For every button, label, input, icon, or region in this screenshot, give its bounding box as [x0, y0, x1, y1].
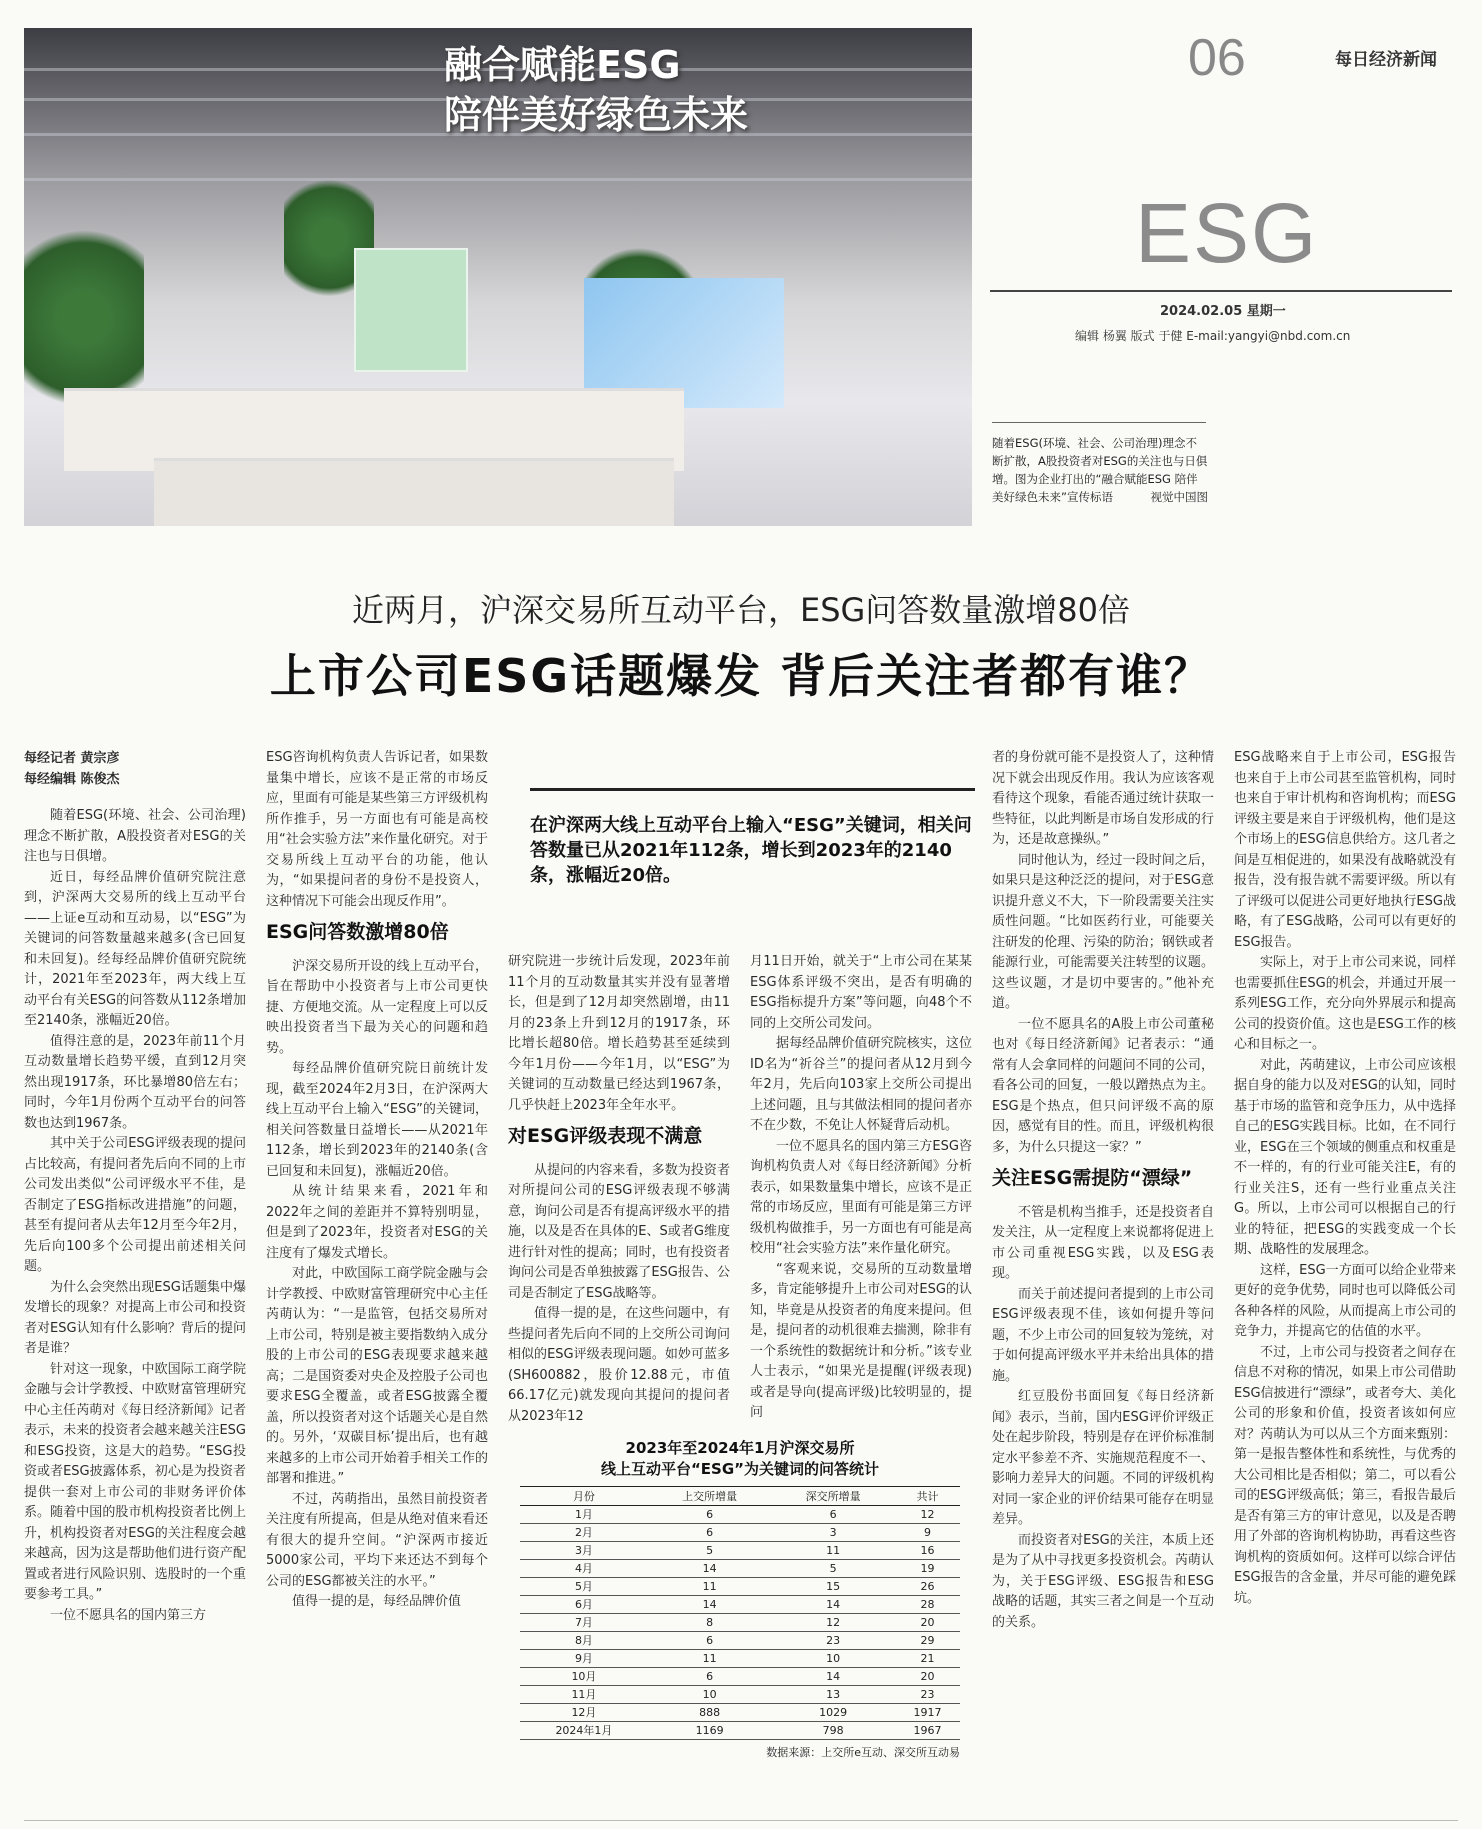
photo-slogan: [444, 40, 748, 140]
paragraph: 同时他认为，经过一段时间之后，如果只是这种泛泛的提问，对于ESG意识提升意义不大，下一阶段需要关注实质性问题。“比如医药行业，可能要关注研发的伦理、污染的防治；钢铁或者能源行业，可能需要关注转型的议题。这些议题，才是切中要害的。”他补充道。: [992, 852, 1214, 1011]
table-header-row: [520, 1487, 960, 1506]
paragraph: 对此，中欧国际工商学院金融与会计学教授、中欧财富管理研究中心主任芮萌认为：“一是监管，包括交易所对上市公司，特别是被主要指数纳入成分股的上市公司的ESG表现要求越来越高；二是国资委对央企及控股子公司也要求ESG全覆盖，或者ESG披露全覆盖，所以投资者对这个话题关心是自然的。另外，‘双碳目标’提出后，也有越来越多的上市公司开始着手相关工作的部署和推进。”: [266, 1266, 488, 1486]
table-cell: 21: [895, 1650, 960, 1668]
table-row: [520, 1596, 960, 1614]
table-source: 数据来源：上交所e互动、深交所互动易: [766, 1746, 960, 1759]
editor-credits: 编辑 杨翼 版式 于健 E-mail:yangyi@nbd.com.cn: [1075, 329, 1351, 343]
table-cell: 29: [895, 1632, 960, 1650]
paragraph: ESG咨询机构负责人告诉记者，如果数量集中增长，应该不是正常的市场反应，里面有可能是某些第三方评级机构所作推手，另一方面也有可能是高校用“社会实验方法”来作量化研究。对于交易所线上互动平台的功能，他认为，“如果提问者的身份不是投资人，这种情况下可能会出现反作用”。: [266, 750, 488, 909]
paragraph: 者的身份就可能不是投资人了，这种情况下就会出现反作用。我认为应该客观看待这个现象，看能否通过统计获取一些特征，以此判断是市场自发形成的行为，还是故意操纵。”: [992, 750, 1214, 847]
bottom-rule: [24, 1820, 1458, 1821]
paragraph: 不过，上市公司与投资者之间存在信息不对称的情况，如果上市公司借助ESG信披进行“漂绿”，或者夸大、美化公司的形象和价值，投资者该如何应对？芮萌认为可以从三个方面来甄别：第一是报告整体性和系统性，与优秀的大公司相比是否相似；第二，可以看公司的ESG评级高低；第三，看报告最后是否有第三方的审计意见，以及是否聘用了外部的咨询机构协助，再看这些咨询机构的资质如何。这样可以综合评估ESG报告的含金量，并尽可能的避免踩坑。: [1234, 1344, 1457, 1606]
table-cell: 9月: [520, 1650, 648, 1668]
table-cell: 6: [648, 1524, 772, 1542]
table-row: [520, 1614, 960, 1632]
pull-quote: [530, 788, 975, 888]
table-cell: 23: [895, 1686, 960, 1704]
table-cell: 5: [771, 1560, 895, 1578]
table-cell: 6: [648, 1506, 772, 1524]
paragraph: 不管是机构当推手，还是投资者自发关注，从一定程度上来说都将促进上市公司重视ESG实践，以及ESG表现。: [992, 1204, 1214, 1281]
table-cell: 2月: [520, 1524, 648, 1542]
table-cell: 1169: [648, 1722, 772, 1740]
table-cell: 7月: [520, 1614, 648, 1632]
table-header-cell: 共计: [895, 1487, 960, 1506]
pull-quote-text: 在沪深两大线上互动平台上输入“ESG”关键词，相关问答数量已从2021年112条，增长到2023年的2140条，涨幅近20倍。: [530, 815, 972, 886]
table-cell: 23: [771, 1632, 895, 1650]
stats-table-box: [508, 1438, 972, 1796]
table-cell: 12月: [520, 1704, 648, 1722]
paragraph: 而关于前述提问者提到的上市公司ESG评级表现不佳，该如何提升等问题，不少上市公司的回复较为笼统，对于如何提高评级水平并未给出具体的措施。: [992, 1286, 1214, 1384]
main-headline: 上市公司ESG话题爆发 背后关注者都有谁？: [269, 649, 1213, 703]
table-cell: 12: [771, 1614, 895, 1632]
paragraph: 为什么会突然出现ESG话题集中爆发增长的现象？对提高上市公司和投资者对ESG认知有什么影响？背后的提问者是谁？: [24, 1279, 246, 1356]
byline: [24, 748, 246, 790]
paragraph: 红豆股份书面回复《每日经济新闻》表示，当前，国内ESG评价评级正处在起步阶段，特别是存在评价标准制定水平参差不齐、实施规范程度不一、影响力差异大的问题。不同的评级机构对同一家企业的评价结果可能存在明显差异。: [992, 1389, 1214, 1527]
paragraph: 据每经品牌价值研究院核实，这位ID名为“祈谷兰”的提问者从12月到今年2月，先后向103家上交所公司提出上述问题，且与其做法相同的提问者亦不在少数，不免让人怀疑背后动机。: [750, 1036, 972, 1133]
table-row: [520, 1704, 960, 1722]
table-cell: 14: [648, 1596, 772, 1614]
table-row: [520, 1722, 960, 1740]
table-cell: 28: [895, 1596, 960, 1614]
byline-editor: 每经编辑 陈俊杰: [24, 772, 120, 787]
table-cell: 10月: [520, 1668, 648, 1686]
table-cell: 4月: [520, 1560, 648, 1578]
paragraph: ESG战略来自于上市公司，ESG报告也来自于上市公司甚至监管机构，同时也来自于审计机构和咨询机构；而ESG评级主要是来自于评级机构，他们是这个市场上的ESG信息供给方。这几者之间是互相促进的，如果没有战略就没有报告，没有报告就不需要评级。所以有了评级可以促进公司更好地执行ESG战略，有了ESG战略，公司可以有更好的ESG报告。: [1234, 750, 1456, 950]
stats-table: [520, 1486, 960, 1740]
table-cell: 19: [895, 1560, 960, 1578]
table-cell: 11: [648, 1650, 772, 1668]
table-row: [520, 1650, 960, 1668]
paragraph: 值得一提的是，在这些问题中，有些提问者先后向不同的上交所公司询问相似的ESG评级表现问题。如妙可蓝多(SH600882，股价12.88元，市值66.17亿元)就发现向其提问的提问者从2023年12: [508, 1306, 730, 1424]
table-cell: 26: [895, 1578, 960, 1596]
table-row: [520, 1632, 960, 1650]
slogan-line-2: 陪伴美好绿色未来: [444, 93, 749, 137]
paragraph: 一位不愿具名的国内第三方: [50, 1607, 207, 1623]
slogan-line-1: 融合赋能ESG: [444, 43, 681, 87]
table-cell: 11: [771, 1542, 895, 1560]
column-5: [992, 748, 1214, 1633]
subhead-greenwashing: 关注ESG需提防“漂绿”: [992, 1167, 1193, 1189]
table-cell: 14: [771, 1596, 895, 1614]
sub-headline: 近两月，沪深交易所互动平台，ESG问答数量激增80倍: [351, 591, 1131, 629]
table-cell: 6: [771, 1506, 895, 1524]
table-cell: 10: [771, 1650, 895, 1668]
paragraph: 月11日开始，就关于“上市公司在某某ESG体系评级不突出，是否有明确的ESG指标提升方案”等问题，向48个不同的上交所公司发问。: [750, 954, 972, 1031]
paragraph: 其中关于公司ESG评级表现的提问占比较高，有提问者先后向不同的上市公司发出类似“公司评级水平不佳，是否制定了ESG指标改进措施”的问题，甚至有提问者从去年12月至今年2月，先后向100多个公司提出前述相关问题。: [24, 1136, 246, 1274]
table-cell: 3月: [520, 1542, 648, 1560]
paragraph: 研究院进一步统计后发现，2023年前11个月的互动数量其实并没有显著增长，但是到了12月却突然剧增，由11月的23条上升到12月的1917条，环比增长超80倍。增长趋势甚至延续到今年1月份——今年1月，以“ESG”为关键词的互动数量已经达到1967条，几乎快赶上2023年全年水平。: [508, 954, 730, 1113]
table-cell: 13: [771, 1686, 895, 1704]
table-row: [520, 1524, 960, 1542]
table-cell: 14: [771, 1668, 895, 1686]
table-cell: 798: [771, 1722, 895, 1740]
paragraph: 值得注意的是，2023年前11个月互动数量增长趋势平缓，直到12月突然出现1917条，环比暴增80倍左右；同时，今年1月份两个互动平台的问答数也达到1967条。: [24, 1033, 246, 1131]
table-cell: 6月: [520, 1596, 648, 1614]
paragraph: “客观来说，交易所的互动数量增多，肯定能够提升上市公司对ESG的认知，毕竟是从投资者的角度来提问。但是，提问者的动机很难去揣测，除非有一个系统性的数据统计和分析。”该专业人士表示，“如果光是提醒(评级表现)或者是导向(提高评级)比较明显的，提问: [750, 1261, 972, 1420]
table-title: [508, 1438, 972, 1480]
table-header-cell: 上交所增量: [648, 1487, 772, 1506]
table-cell: 5月: [520, 1578, 648, 1596]
byline-reporter: 每经记者 黄宗彦: [24, 751, 120, 766]
column-3: [508, 952, 730, 1427]
section-rule: [990, 290, 1452, 292]
paper-name: 每日经济新闻: [1335, 50, 1437, 70]
table-cell: 12: [895, 1506, 960, 1524]
table-row: [520, 1542, 960, 1560]
table-cell: 10: [648, 1686, 772, 1704]
table-cell: 1967: [895, 1722, 960, 1740]
table-cell: 6: [648, 1632, 772, 1650]
table-row: [520, 1578, 960, 1596]
paragraph: 近日，每经品牌价值研究院注意到，沪深两大交易所的线上互动平台——上证e互动和互动易，以“ESG”为关键词的问答数量越来越多(含已回复和未回复)。经每经品牌价值研究院统计，2021年至2023年，两大线上互动平台有关ESG的问答数从112条增加至2140条，涨幅近20倍。: [24, 869, 246, 1028]
table-row: [520, 1506, 960, 1524]
caption-text: 随着ESG(环境、社会、公司治理)理念不断扩散，A股投资者对ESG的关注也与日俱增。图为企业打出的“融合赋能ESG 陪伴美好绿色未来”宣传标语: [992, 436, 1208, 504]
table-cell: 9: [895, 1524, 960, 1542]
page-number: 06: [1188, 29, 1246, 87]
paragraph: 从提问的内容来看，多数为投资者对所提问公司的ESG评级表现不够满意，询问公司是否有提高评级水平的措施，以及是否在具体的E、S或者G维度进行针对性的提高；同时，也有投资者询问公司是否单独披露了ESG报告、公司是否制定了ESG战略等。: [508, 1162, 730, 1301]
caption-rule: [992, 422, 1206, 423]
table-cell: 16: [895, 1542, 960, 1560]
table-cell: 1029: [771, 1704, 895, 1722]
table-cell: 2024年1月: [520, 1722, 648, 1740]
table-body: [520, 1506, 960, 1740]
table-cell: 14: [648, 1560, 772, 1578]
table-cell: 1月: [520, 1506, 648, 1524]
table-title-line-1: 2023年至2024年1月沪深交易所: [625, 1439, 855, 1457]
paragraph: 一位不愿具名的国内第三方ESG咨询机构负责人对《每日经济新闻》分析表示，如果数量集中增长，应该不是正常的市场反应，里面有可能是第三方评级机构做推手，另一方面也有可能是高校用“社会实验方法”来作量化研究。: [750, 1138, 972, 1256]
table-cell: 20: [895, 1668, 960, 1686]
photo-credit: 视觉中国图: [1150, 490, 1208, 504]
table-cell: 5: [648, 1542, 772, 1560]
paragraph: 随着ESG(环境、社会、公司治理)理念不断扩散，A股投资者对ESG的关注也与日俱增。: [24, 808, 246, 864]
subhead-rating: 对ESG评级表现不满意: [508, 1125, 703, 1147]
column-1: [24, 748, 246, 1626]
paragraph: 实际上，对于上市公司来说，同样也需要抓住ESG的机会，并通过开展一系列ESG工作，充分向外界展示和提高公司的投资价值。这也是ESG工作的核心和目标之一。: [1234, 955, 1456, 1052]
table-cell: 6: [648, 1668, 772, 1686]
photo-caption: [992, 434, 1208, 506]
table-title-line-2: 线上互动平台“ESG”为关键词的问答统计: [600, 1460, 880, 1478]
paragraph: 值得一提的是，每经品牌价值: [292, 1594, 462, 1609]
issue-date: 2024.02.05 星期一: [1160, 304, 1286, 319]
paragraph: 不过，芮萌指出，虽然目前投资者关注度有所提高，但是从绝对值来看还有很大的提升空间。“沪深两市接近5000家公司，平均下来还达不到每个公司的ESG都被关注的水平。”: [266, 1491, 488, 1589]
paragraph: 这样，ESG一方面可以给企业带来更好的竞争优势，同时也可以降低公司各种各样的风险，从而提高上市公司的竞争力，并提高它的估值的水平。: [1234, 1262, 1456, 1339]
paragraph: 一位不愿具名的A股上市公司董秘也对《每日经济新闻》记者表示：“通常有人会拿同样的问题问不同的公司，看各公司的回复，一般以蹭热点为主。ESG是个热点，但只问评级不高的原因，感觉有目的性。而且，评级机构很多，为什么只提这一家？”: [992, 1016, 1214, 1155]
paragraph: 针对这一现象，中欧国际工商学院金融与会计学教授、中欧财富管理研究中心主任芮萌对《每日经济新闻》记者表示，未来的投资者会越来越关注ESG和ESG投资，这是大的趋势。“ESG投资或者ESG披露体系，初心是为投资者提供一套对上市公司的非财务评价体系。随着中国的股市机构投资者比例上升，机构投资者对ESG的关注程度会越来越高，因为这是帮助他们进行资产配置或者进行风险识别、选股时的一个重要参考工具。”: [24, 1361, 246, 1602]
table-cell: 8: [648, 1614, 772, 1632]
column-6: [1234, 748, 1456, 1609]
table-cell: 8月: [520, 1632, 648, 1650]
table-cell: 11: [648, 1578, 772, 1596]
column-4: [750, 952, 972, 1424]
table-header-cell: 深交所增量: [771, 1487, 895, 1506]
column-2: [266, 748, 488, 1613]
paragraph: 每经品牌价值研究院日前统计发现，截至2024年2月3日，在沪深两大线上互动平台上输入“ESG”的关键词，相关问答数量日益增长——从2021年112条，增长到2023年的2140条(含已回复和未回复)，涨幅近20倍。: [266, 1061, 488, 1179]
paragraph: 对此，芮萌建议，上市公司应该根据自身的能力以及对ESG的认知，同时基于市场的监管和竞争压力，从中选择自己的ESG实践目标。比如，在不同行业，ESG在三个领域的侧重点和权重是不一样的，有的行业可能关注E，有的行业关注S，还有一些行业重点关注G。所以，上市公司可以根据自己的行业的特征，把ESG的实践变成一个长期、战略性的发展理念。: [1234, 1057, 1456, 1257]
table-cell: 888: [648, 1704, 772, 1722]
table-cell: 3: [771, 1524, 895, 1542]
table-cell: 1917: [895, 1704, 960, 1722]
paragraph: 沪深交易所开设的线上互动平台，旨在帮助中小投资者与上市公司更快捷、方便地交流。从一定程度上可以反映出投资者当下最为关心的问题和趋势。: [266, 958, 488, 1056]
section-label: ESG: [1135, 186, 1319, 280]
table-cell: 11月: [520, 1686, 648, 1704]
subhead-esg-qa: ESG问答数激增80倍: [266, 921, 449, 943]
table-row: [520, 1668, 960, 1686]
table-header-cell: 月份: [520, 1487, 648, 1506]
paragraph: 而投资者对ESG的关注，本质上还是为了从中寻找更多投资机会。芮萌认为，关于ESG评级、ESG报告和ESG战略的话题，其实三者之间是一个互动的关系。: [992, 1532, 1214, 1630]
table-row: [520, 1686, 960, 1704]
table-cell: 20: [895, 1614, 960, 1632]
table-cell: 15: [771, 1578, 895, 1596]
table-row: [520, 1560, 960, 1578]
paragraph: 从统计结果来看，2021年和2022年之间的差距并不算特别明显，但是到了2023年，投资者对ESG的关注度有了爆发式增长。: [266, 1184, 488, 1261]
header-photo: [24, 28, 972, 526]
